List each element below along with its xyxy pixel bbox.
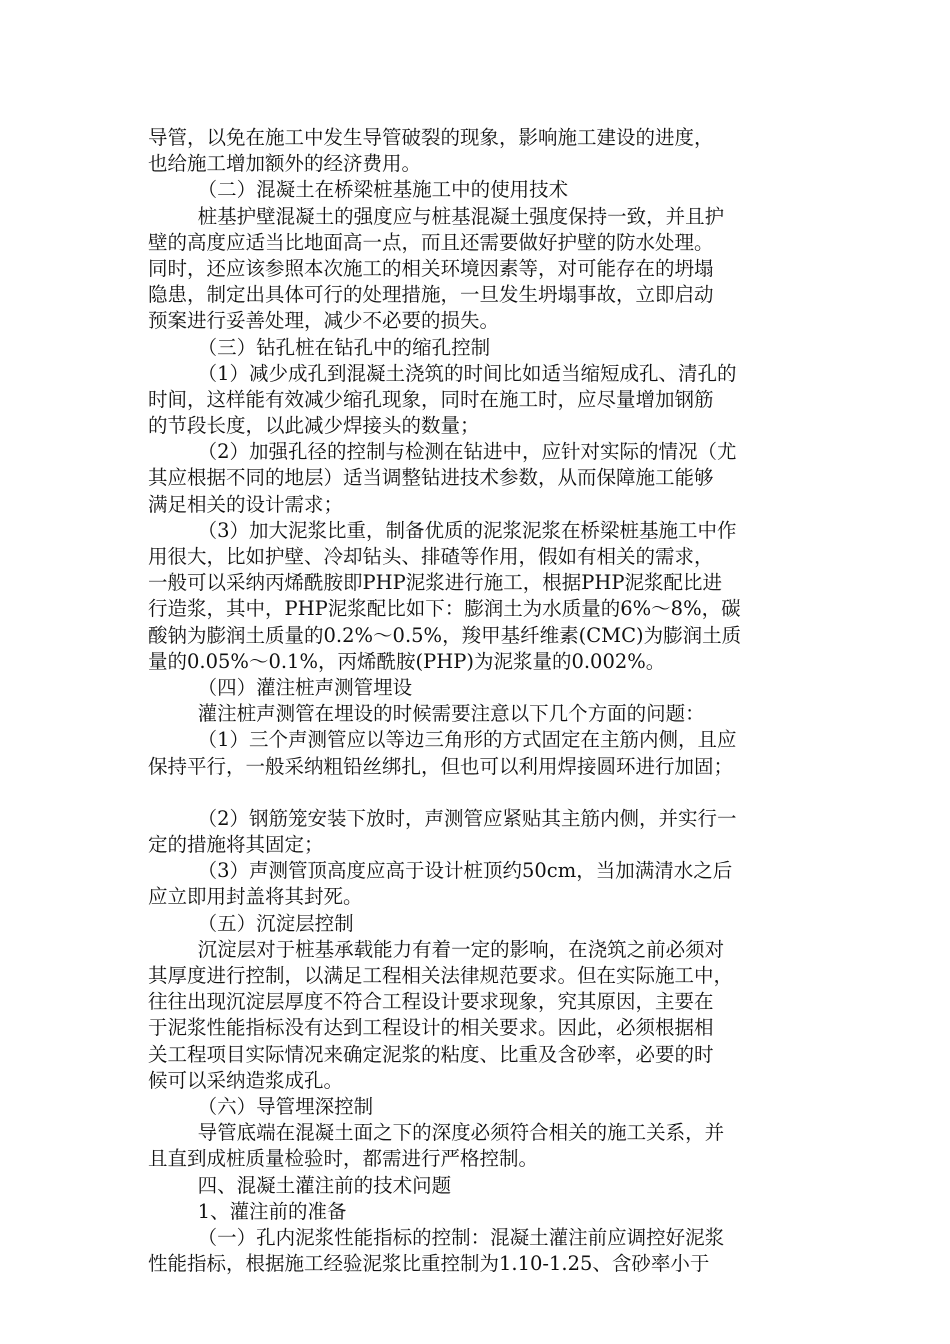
text-line: 行造浆，其中，PHP泥浆配比如下：膨润土为水质量的6%～8%，碳 <box>148 597 741 621</box>
text-line: 1、灌注前的准备 <box>148 1199 347 1223</box>
text-line: （2）钢筋笼安装下放时，声测管应紧贴其主筋内侧，并实行一 <box>148 806 737 830</box>
text-line: 一般可以采纳丙烯酰胺即PHP泥浆进行施工，根据PHP泥浆配比进 <box>148 571 722 595</box>
text-line: 保持平行，一般采纳粗铅丝绑扎，但也可以利用焊接圆环进行加固； <box>148 754 734 778</box>
text-line: 满足相关的设计需求； <box>148 492 344 516</box>
text-line: 同时，还应该参照本次施工的相关环境因素等，对可能存在的坍塌 <box>148 256 714 280</box>
text-line: （三）钻孔桩在钻孔中的缩孔控制 <box>148 335 491 359</box>
text-line: 时间，这样能有效减少缩孔现象，同时在施工时，应尽量增加钢筋 <box>148 387 714 411</box>
text-line: （六）导管埋深控制 <box>148 1094 374 1118</box>
text-line: （五）沉淀层控制 <box>148 911 354 935</box>
text-line: 沉淀层对于桩基承载能力有着一定的影响，在浇筑之前必须对 <box>148 937 725 961</box>
text-line: （3）声测管顶高度应高于设计桩顶约50cm，当加满清水之后 <box>148 859 733 883</box>
text-line: 酸钠为膨润土质量的0.2%～0.5%，羧甲基纤维素(CMC)为膨润土质 <box>148 623 742 647</box>
text-line: 量的0.05%～0.1%，丙烯酰胺(PHP)为泥浆量的0.002%。 <box>148 649 666 673</box>
text-line: 灌注桩声测管在埋设的时候需要注意以下几个方面的问题： <box>148 702 705 726</box>
document-body <box>148 125 808 1277</box>
text-line: 四、混凝土灌注前的技术问题 <box>148 1173 452 1197</box>
text-line: 且直到成桩质量检验时，都需进行严格控制。 <box>148 1147 539 1171</box>
text-line: 导管，以免在施工中发生导管破裂的现象，影响施工建设的进度， <box>148 126 714 149</box>
text-line: （2）加强孔径的控制与检测在钻进中，应针对实际的情况（尤 <box>148 440 737 464</box>
text-line: 关工程项目实际情况来确定泥浆的粘度、比重及含砂率，必要的时 <box>148 1042 714 1066</box>
text-line: （3）加大泥浆比重，制备优质的泥浆泥浆在桥梁桩基施工中作 <box>148 518 737 542</box>
text-line: 桩基护壁混凝土的强度应与桩基混凝土强度保持一致，并且护 <box>148 204 725 228</box>
text-line: 壁的高度应适当比地面高一点，而且还需要做好护壁的防水处理。 <box>148 230 714 254</box>
text-line: 导管底端在混凝土面之下的深度必须符合相关的施工关系，并 <box>148 1121 725 1145</box>
text-line: 预案进行妥善处理，减少不必要的损失。 <box>148 309 500 333</box>
text-line <box>148 780 808 806</box>
text-line: （四）灌注桩声测管埋设 <box>148 675 413 699</box>
text-line: 候可以采纳造浆成孔。 <box>148 1068 344 1092</box>
text-line: 定的措施将其固定； <box>148 833 324 857</box>
text-line: 隐患，制定出具体可行的处理措施，一旦发生坍塌事故，立即启动 <box>148 283 714 307</box>
text-line: （1）三个声测管应以等边三角形的方式固定在主筋内侧，且应 <box>148 728 737 752</box>
text-line: 用很大，比如护壁、冷却钻头、排碴等作用，假如有相关的需求， <box>148 545 714 568</box>
text-line: （1）减少成孔到混凝土浇筑的时间比如适当缩短成孔、清孔的 <box>148 361 737 385</box>
text-line: 往往出现沉淀层厚度不符合工程设计要求现象，究其原因，主要在 <box>148 990 714 1014</box>
text-line: 其应根据不同的地层）适当调整钻进技术参数，从而保障施工能够 <box>148 466 714 490</box>
text-line: 其厚度进行控制，以满足工程相关法律规范要求。但在实际施工中， <box>148 964 734 987</box>
text-line: 于泥浆性能指标没有达到工程设计的相关要求。因此，必须根据相 <box>148 1016 714 1040</box>
text-line: 应立即用封盖将其封死。 <box>148 885 363 909</box>
text-line: 性能指标，根据施工经验泥浆比重控制为1.10-1.25、含砂率小于 <box>148 1252 710 1276</box>
text-line: 也给施工增加额外的经济费用。 <box>148 152 422 176</box>
text-line: 的节段长度，以此减少焊接头的数量； <box>148 414 480 438</box>
text-line: （一）孔内泥浆性能指标的控制：混凝土灌注前应调控好泥浆 <box>148 1225 725 1249</box>
text-line: （二）混凝土在桥梁桩基施工中的使用技术 <box>148 178 569 202</box>
